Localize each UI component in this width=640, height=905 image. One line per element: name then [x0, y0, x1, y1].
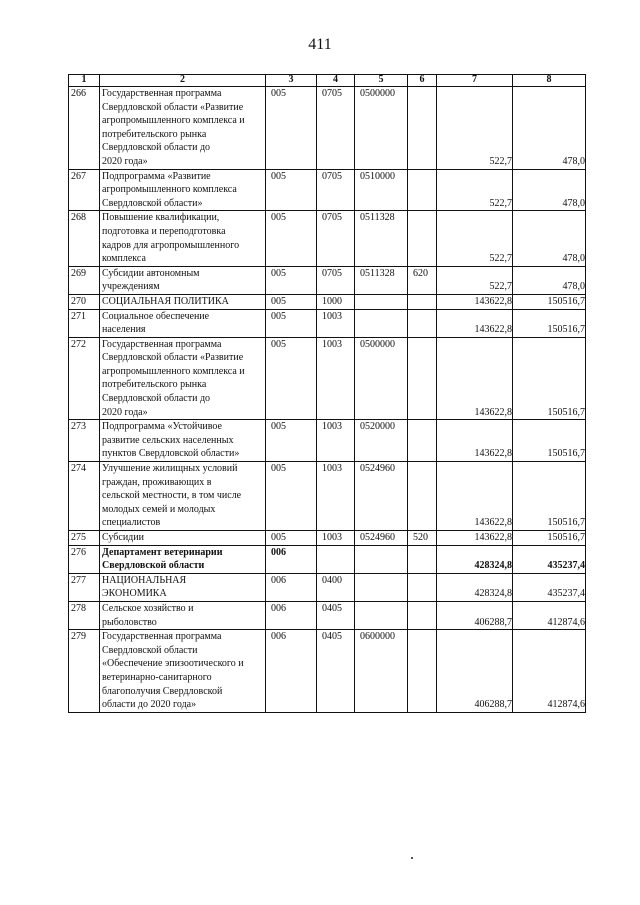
amount-7-cell: 428324,8	[437, 545, 513, 573]
row-name-cell: Повышение квалификации, подготовка и переподготовка кадров для агропромышленного комплекса	[100, 211, 266, 266]
col-header-1: 1	[69, 75, 100, 87]
table-row	[69, 266, 586, 294]
code-3-cell: 006	[266, 630, 317, 713]
amount-8-cell: 150516,7	[513, 462, 586, 531]
row-name-cell: Социальное обеспечение населения	[100, 309, 266, 337]
table-row	[69, 337, 586, 420]
row-name-cell: Государственная программа Свердловской области «Развитие агропромышленного комплекса и потребительского рынка Свердловской области до 2020 года»	[100, 87, 266, 170]
row-name-cell: НАЦИОНАЛЬНАЯ ЭКОНОМИКА	[100, 573, 266, 601]
code-6-cell	[408, 211, 437, 266]
code-3-cell: 005	[266, 420, 317, 462]
col-header-6: 6	[408, 75, 437, 87]
code-3-cell: 005	[266, 87, 317, 170]
table-row	[69, 309, 586, 337]
scan-speck	[411, 857, 413, 859]
code-5-cell: 0524960	[355, 462, 408, 531]
code-3-cell: 005	[266, 211, 317, 266]
code-4-cell: 1003	[317, 309, 355, 337]
code-4-cell: 1000	[317, 294, 355, 309]
row-number-cell: 272	[69, 337, 100, 420]
code-4-cell: 1003	[317, 462, 355, 531]
row-number-cell: 274	[69, 462, 100, 531]
table-row	[69, 211, 586, 266]
code-6-cell: 620	[408, 266, 437, 294]
table-row	[69, 294, 586, 309]
code-6-cell	[408, 294, 437, 309]
amount-7-cell: 143622,8	[437, 337, 513, 420]
amount-8-cell: 412874,6	[513, 601, 586, 629]
row-name-cell: Департамент ветеринарии Свердловской области	[100, 545, 266, 573]
code-6-cell	[408, 337, 437, 420]
code-3-cell: 006	[266, 573, 317, 601]
row-number-cell: 266	[69, 87, 100, 170]
code-4-cell: 0405	[317, 601, 355, 629]
code-4-cell: 0705	[317, 169, 355, 211]
code-4-cell: 1003	[317, 420, 355, 462]
code-4-cell: 1003	[317, 531, 355, 546]
amount-7-cell: 406288,7	[437, 601, 513, 629]
amount-7-cell: 143622,8	[437, 420, 513, 462]
code-3-cell: 005	[266, 531, 317, 546]
amount-8-cell: 435237,4	[513, 573, 586, 601]
budget-table	[68, 74, 586, 713]
code-5-cell: 0520000	[355, 420, 408, 462]
amount-7-cell: 522,7	[437, 169, 513, 211]
row-name-cell: СОЦИАЛЬНАЯ ПОЛИТИКА	[100, 294, 266, 309]
row-name-cell: Подпрограмма «Устойчивое развитие сельских населенных пунктов Свердловской области»	[100, 420, 266, 462]
code-6-cell	[408, 545, 437, 573]
table-row	[69, 601, 586, 629]
code-5-cell: 0511328	[355, 266, 408, 294]
amount-7-cell: 406288,7	[437, 630, 513, 713]
code-5-cell: 0500000	[355, 337, 408, 420]
row-number-cell: 271	[69, 309, 100, 337]
amount-7-cell: 522,7	[437, 266, 513, 294]
row-number-cell: 267	[69, 169, 100, 211]
row-name-cell: Сельское хозяйство и рыболовство	[100, 601, 266, 629]
code-6-cell: 520	[408, 531, 437, 546]
code-5-cell: 0600000	[355, 630, 408, 713]
amount-8-cell: 150516,7	[513, 531, 586, 546]
code-6-cell	[408, 630, 437, 713]
code-5-cell	[355, 573, 408, 601]
table-row	[69, 169, 586, 211]
code-6-cell	[408, 573, 437, 601]
code-5-cell: 0510000	[355, 169, 408, 211]
page-number: 411	[308, 36, 332, 53]
amount-7-cell: 143622,8	[437, 309, 513, 337]
row-name-cell: Субсидии автономным учреждениям	[100, 266, 266, 294]
table-row	[69, 420, 586, 462]
row-name-cell: Государственная программа Свердловской области «Обеспечение эпизоотического и ветеринарно-санитарного благополучия Свердловской области до 2020 года»	[100, 630, 266, 713]
code-3-cell: 005	[266, 337, 317, 420]
col-header-8: 8	[513, 75, 586, 87]
table-row	[69, 630, 586, 713]
row-number-cell: 276	[69, 545, 100, 573]
code-6-cell	[408, 169, 437, 211]
code-4-cell: 0405	[317, 630, 355, 713]
col-header-3: 3	[266, 75, 317, 87]
row-name-cell: Улучшение жилищных условий граждан, проживающих в сельской местности, в том числе молодых семей и молодых специалистов	[100, 462, 266, 531]
table-row	[69, 573, 586, 601]
amount-8-cell: 478,0	[513, 211, 586, 266]
col-header-7: 7	[437, 75, 513, 87]
amount-8-cell: 150516,7	[513, 294, 586, 309]
code-5-cell	[355, 601, 408, 629]
row-name-cell: Субсидии	[100, 531, 266, 546]
code-4-cell: 0400	[317, 573, 355, 601]
code-5-cell: 0500000	[355, 87, 408, 170]
code-3-cell: 006	[266, 601, 317, 629]
amount-7-cell: 428324,8	[437, 573, 513, 601]
code-4-cell: 1003	[317, 337, 355, 420]
code-5-cell	[355, 545, 408, 573]
amount-7-cell: 522,7	[437, 211, 513, 266]
code-5-cell	[355, 294, 408, 309]
code-6-cell	[408, 87, 437, 170]
code-4-cell: 0705	[317, 211, 355, 266]
amount-7-cell: 143622,8	[437, 294, 513, 309]
code-4-cell	[317, 545, 355, 573]
table-row	[69, 545, 586, 573]
row-number-cell: 269	[69, 266, 100, 294]
code-6-cell	[408, 462, 437, 531]
row-number-cell: 279	[69, 630, 100, 713]
code-4-cell: 0705	[317, 87, 355, 170]
code-3-cell: 005	[266, 462, 317, 531]
row-name-cell: Подпрограмма «Развитие агропромышленного комплекса Свердловской области»	[100, 169, 266, 211]
code-3-cell: 005	[266, 266, 317, 294]
amount-8-cell: 478,0	[513, 169, 586, 211]
col-header-2: 2	[100, 75, 266, 87]
table-row	[69, 462, 586, 531]
row-number-cell: 270	[69, 294, 100, 309]
col-header-4: 4	[317, 75, 355, 87]
code-3-cell: 006	[266, 545, 317, 573]
amount-8-cell: 150516,7	[513, 337, 586, 420]
row-name-cell: Государственная программа Свердловской области «Развитие агропромышленного комплекса и потребительского рынка Свердловской области до 2020 года»	[100, 337, 266, 420]
code-3-cell: 005	[266, 169, 317, 211]
row-number-cell: 277	[69, 573, 100, 601]
amount-8-cell: 478,0	[513, 266, 586, 294]
code-6-cell	[408, 309, 437, 337]
code-5-cell: 0524960	[355, 531, 408, 546]
amount-7-cell: 143622,8	[437, 462, 513, 531]
code-6-cell	[408, 601, 437, 629]
code-3-cell: 005	[266, 309, 317, 337]
code-6-cell	[408, 420, 437, 462]
amount-8-cell: 150516,7	[513, 309, 586, 337]
amount-8-cell: 435237,4	[513, 545, 586, 573]
code-3-cell: 005	[266, 294, 317, 309]
row-number-cell: 268	[69, 211, 100, 266]
code-5-cell: 0511328	[355, 211, 408, 266]
amount-8-cell: 478,0	[513, 87, 586, 170]
code-5-cell	[355, 309, 408, 337]
table-row	[69, 87, 586, 170]
row-number-cell: 273	[69, 420, 100, 462]
amount-7-cell: 522,7	[437, 87, 513, 170]
amount-8-cell: 412874,6	[513, 630, 586, 713]
amount-7-cell: 143622,8	[437, 531, 513, 546]
row-number-cell: 278	[69, 601, 100, 629]
row-number-cell: 275	[69, 531, 100, 546]
amount-8-cell: 150516,7	[513, 420, 586, 462]
table-header-row	[69, 75, 586, 87]
table-row	[69, 531, 586, 546]
code-4-cell: 0705	[317, 266, 355, 294]
col-header-5: 5	[355, 75, 408, 87]
